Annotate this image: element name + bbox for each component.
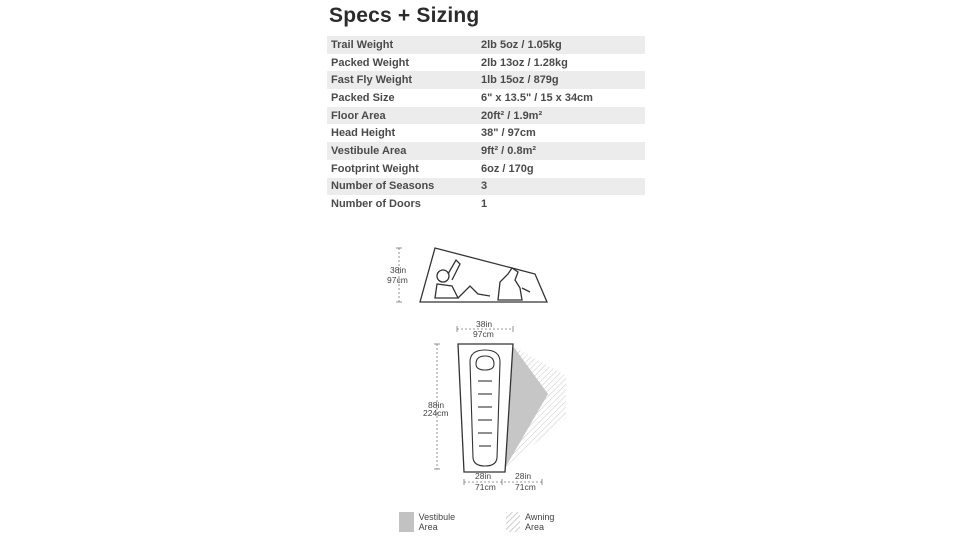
spec-value: 2lb 5oz / 1.05kg	[481, 36, 645, 54]
length-in: 88in	[428, 400, 445, 410]
side-height-in: 38in	[390, 265, 407, 275]
spec-value: 2lb 13oz / 1.28kg	[481, 56, 568, 69]
table-row	[327, 178, 645, 196]
top-width-cm: 97cm	[473, 329, 494, 339]
spec-value: 9ft² / 0.8m²	[481, 142, 645, 160]
foot-left-in: 28in	[475, 471, 492, 481]
spec-value: 1	[481, 198, 488, 211]
table-row	[327, 160, 645, 178]
spec-label: Vestibule Area	[327, 142, 481, 160]
table-row	[327, 54, 645, 72]
spec-value: 6oz / 170g	[481, 162, 534, 175]
spec-value: 20ft² / 1.9m²	[481, 107, 645, 125]
spec-label: Footprint Weight	[331, 162, 419, 175]
spec-label: Floor Area	[327, 107, 481, 125]
table-row	[327, 142, 645, 160]
tent-diagram	[380, 236, 620, 546]
spec-label: Packed Size	[331, 91, 395, 104]
foot-left-cm: 71cm	[475, 482, 496, 492]
spec-value: 3	[481, 178, 645, 196]
table-row	[327, 107, 645, 125]
spec-label: Head Height	[331, 127, 396, 140]
spec-label: Trail Weight	[327, 36, 481, 54]
spec-value: 1lb 15oz / 879g	[481, 71, 645, 89]
foot-right-cm: 71cm	[515, 482, 536, 492]
spec-label: Number of Doors	[331, 198, 421, 211]
vestibule-swatch	[399, 512, 414, 532]
spec-label: Number of Seasons	[327, 178, 481, 196]
table-row	[327, 195, 645, 213]
spec-value: 38" / 97cm	[481, 127, 536, 140]
spec-label: Fast Fly Weight	[327, 71, 481, 89]
legend-label: Awning Area	[525, 512, 555, 532]
length-cm: 224cm	[423, 408, 449, 418]
specs-table	[327, 36, 645, 213]
top-width-in: 38in	[476, 319, 493, 329]
side-height-cm: 97cm	[387, 275, 408, 285]
table-row	[327, 36, 645, 54]
awning-swatch	[506, 512, 520, 532]
spec-label: Packed Weight	[331, 56, 410, 69]
table-row	[327, 89, 645, 107]
side-view	[387, 248, 547, 302]
foot-right-in: 28in	[515, 471, 532, 481]
table-row	[327, 124, 645, 142]
legend-item-vestibule	[399, 512, 461, 532]
spec-value: 6" x 13.5" / 15 x 34cm	[481, 91, 593, 104]
legend-label: Vestibule Area	[418, 512, 456, 532]
page-title: Specs + Sizing	[329, 4, 480, 27]
legend-item-awning	[506, 512, 560, 532]
top-view	[423, 319, 566, 492]
table-row	[327, 71, 645, 89]
